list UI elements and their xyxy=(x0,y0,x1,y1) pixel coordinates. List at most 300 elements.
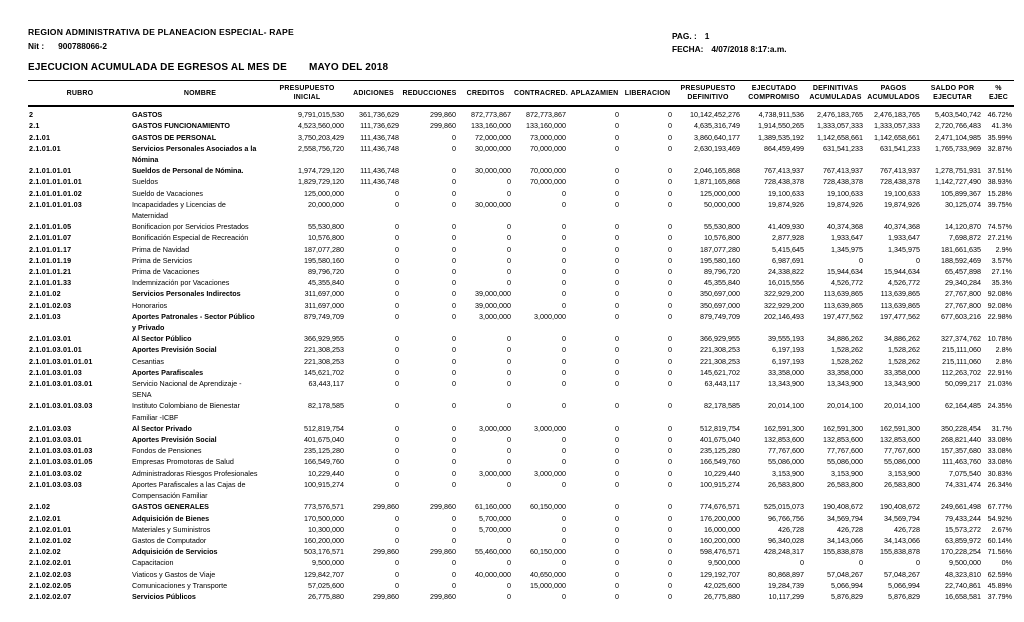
value-cell: 1,142,727,490 xyxy=(935,177,981,187)
value-cell: 1,933,647 xyxy=(888,233,920,243)
value-cell: 0 xyxy=(395,569,399,579)
value-cell: 0 xyxy=(507,457,511,467)
value-cell: 129,192,707 xyxy=(700,569,740,579)
nombre-cell: Empresas Promotoras de Salud xyxy=(132,457,234,467)
value-cell: 112,263,702 xyxy=(941,367,981,377)
value-cell: 19,100,633 xyxy=(768,188,804,198)
table-row xyxy=(28,501,1014,512)
value-cell: 0 xyxy=(562,379,566,389)
nombre-cell: GASTOS GENERALES xyxy=(132,502,209,512)
value-cell: 50,000,000 xyxy=(704,199,740,209)
value-cell: 0 xyxy=(562,446,566,456)
table-row xyxy=(28,468,1014,479)
value-cell: 0 xyxy=(395,435,399,445)
value-cell: 162,591,300 xyxy=(764,423,804,433)
value-cell: 0 xyxy=(395,300,399,310)
value-cell: 1,333,057,333 xyxy=(874,121,920,131)
nombre-cell: Incapacidades y Licencias de Maternidad xyxy=(132,199,226,221)
value-cell: 20,000,000 xyxy=(308,199,344,209)
value-cell: 19,874,926 xyxy=(884,199,920,209)
value-cell: 0 xyxy=(859,255,863,265)
value-cell: 111,436,748 xyxy=(360,143,399,153)
value-cell: 60,150,000 xyxy=(530,502,566,512)
value-cell: 105,899,367 xyxy=(941,188,981,198)
nombre-cell: Al Sector Público xyxy=(132,334,192,344)
value-cell: 0 xyxy=(615,591,619,601)
value-cell: 113,639,865 xyxy=(880,289,920,299)
value-cell: 0 xyxy=(668,121,672,131)
rubro-cell: 2.1.01.01 xyxy=(29,143,61,153)
value-cell: 92.08% xyxy=(987,300,1012,310)
rubro-cell: 2.1.01.03.01.01.01 xyxy=(29,356,93,366)
value-cell: 0 xyxy=(395,311,399,321)
value-cell: 366,929,955 xyxy=(304,334,344,344)
value-cell: 188,592,469 xyxy=(941,255,981,265)
rubro-cell: 2 xyxy=(29,110,34,120)
table-row xyxy=(28,378,1014,400)
value-cell: 1,914,550,265 xyxy=(758,121,804,131)
value-cell: 129,842,707 xyxy=(304,569,344,579)
nombre-cell: Aportes Patronales - Sector Público y Privado xyxy=(132,311,255,333)
value-cell: 0 xyxy=(507,188,511,198)
value-cell: 0 xyxy=(395,188,399,198)
value-cell: 132,853,600 xyxy=(880,435,920,445)
value-cell: 0 xyxy=(395,524,399,534)
value-cell: 0 xyxy=(507,446,511,456)
column-header: SALDO POR EJECUTAR xyxy=(922,81,983,107)
table-row xyxy=(28,199,1014,221)
page-label: PAG. : xyxy=(672,31,697,41)
value-cell: 45,355,840 xyxy=(704,278,740,288)
value-cell: 0 xyxy=(395,446,399,456)
value-cell: 2,630,193,469 xyxy=(694,143,740,153)
value-cell: 77,767,600 xyxy=(768,446,804,456)
value-cell: 327,374,762 xyxy=(941,334,981,344)
value-cell: 15,573,272 xyxy=(945,524,981,534)
value-cell: 0 xyxy=(668,401,672,411)
nombre-cell: Capacitacion xyxy=(132,558,174,568)
value-cell: 113,639,865 xyxy=(880,300,920,310)
value-cell: 39.75% xyxy=(987,199,1012,209)
value-cell: 0 xyxy=(562,435,566,445)
value-cell: 0 xyxy=(507,278,511,288)
rubro-cell: 2.1.01.03.03.02 xyxy=(29,468,82,478)
value-cell: 13,343,900 xyxy=(884,379,920,389)
value-cell: 2,720,766,483 xyxy=(935,121,981,131)
value-cell: 39,000,000 xyxy=(475,300,511,310)
value-cell: 2,558,756,720 xyxy=(298,143,344,153)
value-cell: 0 xyxy=(668,110,672,120)
value-cell: 61,160,000 xyxy=(475,502,511,512)
value-cell: 0 xyxy=(562,524,566,534)
value-cell: 0 xyxy=(562,300,566,310)
value-cell: 0 xyxy=(668,311,672,321)
value-cell: 7,075,540 xyxy=(949,468,981,478)
value-cell: 6,197,193 xyxy=(772,345,804,355)
value-cell: 0% xyxy=(1001,558,1012,568)
nombre-cell: Prima de Servicios xyxy=(132,255,192,265)
date-label: FECHA: xyxy=(672,44,704,54)
nombre-cell: Prima de Navidad xyxy=(132,244,190,254)
value-cell: 33.08% xyxy=(987,435,1012,445)
value-cell: 767,413,937 xyxy=(823,166,863,176)
value-cell: 299,860 xyxy=(373,502,399,512)
value-cell: 5,066,994 xyxy=(831,580,863,590)
value-cell: 3,000,000 xyxy=(479,311,511,321)
value-cell: 31.7% xyxy=(991,423,1012,433)
value-cell: 0 xyxy=(507,591,511,601)
value-cell: 34,886,262 xyxy=(884,334,920,344)
value-cell: 0 xyxy=(668,580,672,590)
nombre-cell: Al Sector Privado xyxy=(132,423,192,433)
value-cell: 19,874,926 xyxy=(768,199,804,209)
value-cell: 0 xyxy=(668,479,672,489)
value-cell: 0 xyxy=(615,233,619,243)
value-cell: 67.77% xyxy=(987,502,1012,512)
rubro-cell: 2.1.01.01.01 xyxy=(29,166,72,176)
value-cell: 3.57% xyxy=(991,255,1012,265)
value-cell: 19,874,926 xyxy=(827,199,863,209)
value-cell: 0 xyxy=(668,334,672,344)
value-cell: 145,621,702 xyxy=(304,367,344,377)
value-cell: 73,000,000 xyxy=(530,132,566,142)
nombre-cell: GASTOS FUNCIONAMIENTO xyxy=(132,121,230,131)
value-cell: 426,728 xyxy=(778,524,804,534)
value-cell: 872,773,867 xyxy=(471,110,511,120)
value-cell: 3,000,000 xyxy=(534,468,566,478)
value-cell: 0 xyxy=(668,446,672,456)
value-cell: 2.9% xyxy=(995,244,1012,254)
value-cell: 16,015,556 xyxy=(768,278,804,288)
value-cell: 0 xyxy=(615,255,619,265)
value-cell: 0 xyxy=(615,401,619,411)
value-cell: 155,838,878 xyxy=(880,547,920,557)
page-title-left: EJECUCION ACUMULADA DE EGRESOS AL MES DE xyxy=(28,62,287,73)
value-cell: 26,583,800 xyxy=(827,479,863,489)
value-cell: 40,374,368 xyxy=(827,222,863,232)
value-cell: 10,117,299 xyxy=(768,591,804,601)
column-header: PAGOS ACUMULADOS xyxy=(865,81,922,107)
value-cell: 111,463,760 xyxy=(942,457,981,467)
value-cell: 0 xyxy=(452,356,456,366)
value-cell: 311,697,000 xyxy=(304,289,344,299)
value-cell: 96,766,756 xyxy=(768,513,804,523)
value-cell: 162,591,300 xyxy=(880,423,920,433)
nombre-cell: Servicio Nacional de Aprendizaje -SENA xyxy=(132,379,242,400)
value-cell: 71.56% xyxy=(987,547,1012,557)
value-cell: 0 xyxy=(562,367,566,377)
value-cell: 22,740,861 xyxy=(945,580,981,590)
nombre-cell: Servicios Personales Asociados a la Nómina xyxy=(132,143,257,164)
value-cell: 55,530,800 xyxy=(704,222,740,232)
value-cell: 0 xyxy=(668,143,672,153)
value-cell: 195,580,160 xyxy=(700,255,740,265)
value-cell: 0 xyxy=(507,535,511,545)
value-cell: 74.57% xyxy=(987,222,1012,232)
value-cell: 96,340,028 xyxy=(768,535,804,545)
value-cell: 57,025,600 xyxy=(308,580,344,590)
value-cell: 0 xyxy=(668,255,672,265)
org-name: REGION ADMINISTRATIVA DE PLANEACION ESPECIAL- RAPE xyxy=(28,27,294,37)
value-cell: 0 xyxy=(615,345,619,355)
value-cell: 63,443,117 xyxy=(704,379,740,389)
value-cell: 0 xyxy=(615,132,619,142)
value-cell: 0 xyxy=(615,524,619,534)
value-cell: 26,583,800 xyxy=(768,479,804,489)
value-cell: 0 xyxy=(452,569,456,579)
value-cell: 631,541,233 xyxy=(880,143,920,153)
value-cell: 82,178,585 xyxy=(308,401,344,411)
value-cell: 16,658,581 xyxy=(945,591,981,601)
value-cell: 2.8% xyxy=(995,345,1012,355)
value-cell: 0 xyxy=(452,345,456,355)
value-cell: 0 xyxy=(615,502,619,512)
nombre-cell: Aportes Parafiscales xyxy=(132,367,204,377)
value-cell: 0 xyxy=(507,255,511,265)
value-cell: 0 xyxy=(668,278,672,288)
value-cell: 60,150,000 xyxy=(530,547,566,557)
value-cell: 249,661,498 xyxy=(941,502,981,512)
value-cell: 1,142,658,661 xyxy=(874,132,920,142)
value-cell: 0 xyxy=(916,558,920,568)
value-cell: 10,229,440 xyxy=(704,468,740,478)
value-cell: 13,343,900 xyxy=(827,379,863,389)
value-cell: 0 xyxy=(668,177,672,187)
value-cell: 45.89% xyxy=(987,580,1012,590)
value-cell: 63,443,117 xyxy=(308,379,344,389)
rubro-cell: 2.1.01.02.03 xyxy=(29,300,72,310)
nit-line xyxy=(28,40,1018,53)
table-row xyxy=(28,580,1014,591)
value-cell: 33,358,000 xyxy=(884,367,920,377)
value-cell: 0 xyxy=(615,547,619,557)
value-cell: 0 xyxy=(615,535,619,545)
value-cell: 0 xyxy=(507,244,511,254)
value-cell: 1,333,057,333 xyxy=(817,121,863,131)
value-cell: 0 xyxy=(452,580,456,590)
value-cell: 3,153,900 xyxy=(772,468,804,478)
value-cell: 187,077,280 xyxy=(700,244,740,254)
table-row xyxy=(28,557,1014,568)
rubro-cell: 2.1.02.02.01 xyxy=(29,558,72,568)
value-cell: 30,000,000 xyxy=(475,143,511,153)
value-cell: 0 xyxy=(507,435,511,445)
value-cell: 0 xyxy=(562,199,566,209)
value-cell: 15,000,000 xyxy=(530,580,566,590)
column-header: DEFINITIVAS ACUMULADAS xyxy=(806,81,865,107)
table-row xyxy=(28,367,1014,378)
value-cell: 170,228,254 xyxy=(941,547,981,557)
nombre-cell: Sueldo de Vacaciones xyxy=(132,188,203,198)
value-cell: 0 xyxy=(615,435,619,445)
nombre-cell: Administradoras Riesgos Profesionales xyxy=(132,468,258,478)
value-cell: 0 xyxy=(668,244,672,254)
value-cell: 0 xyxy=(452,513,456,523)
value-cell: 1,389,535,192 xyxy=(758,132,804,142)
nombre-cell: Bonificación Especial de Recreación xyxy=(132,233,249,243)
value-cell: 728,438,378 xyxy=(880,177,920,187)
value-cell: 598,476,571 xyxy=(700,547,740,557)
column-header: RUBRO xyxy=(28,81,132,107)
value-cell: 27,767,800 xyxy=(945,300,981,310)
value-cell: 0 xyxy=(395,423,399,433)
rubro-cell: 2.1.02.01.02 xyxy=(29,535,72,545)
value-cell: 864,459,499 xyxy=(764,143,804,153)
value-cell: 366,929,955 xyxy=(700,334,740,344)
value-cell: 26,775,880 xyxy=(704,591,740,601)
value-cell: 0 xyxy=(507,233,511,243)
value-cell: 34,569,794 xyxy=(827,513,863,523)
value-cell: 202,146,493 xyxy=(764,311,804,321)
value-cell: 33.08% xyxy=(987,446,1012,456)
value-cell: 0 xyxy=(615,457,619,467)
value-cell: 176,200,000 xyxy=(700,513,740,523)
nombre-cell: Sueldos de Personal de Nómina. xyxy=(132,166,244,176)
value-cell: 3,000,000 xyxy=(479,468,511,478)
value-cell: 0 xyxy=(615,121,619,131)
value-cell: 20,014,100 xyxy=(768,401,804,411)
value-cell: 215,111,060 xyxy=(942,356,981,366)
value-cell: 0 xyxy=(668,199,672,209)
value-cell: 2,046,165,868 xyxy=(694,166,740,176)
value-cell: 40,000,000 xyxy=(475,569,511,579)
value-cell: 0 xyxy=(562,334,566,344)
value-cell: 77,767,600 xyxy=(827,446,863,456)
rubro-cell: 2.1.01.03.03.01 xyxy=(29,435,82,445)
value-cell: 195,580,160 xyxy=(304,255,344,265)
value-cell: 3,000,000 xyxy=(479,423,511,433)
rubro-cell: 2.1.01.03.01.03 xyxy=(29,367,82,377)
value-cell: 0 xyxy=(615,580,619,590)
value-cell: 57,048,267 xyxy=(884,569,920,579)
value-cell: 5,066,994 xyxy=(888,580,920,590)
value-cell: 46.72% xyxy=(987,110,1012,120)
rubro-cell: 2.1.02.02 xyxy=(29,547,61,557)
value-cell: 0 xyxy=(562,267,566,277)
value-cell: 0 xyxy=(615,110,619,120)
value-cell: 10,576,800 xyxy=(704,233,740,243)
value-cell: 0 xyxy=(615,289,619,299)
value-cell: 0 xyxy=(562,289,566,299)
value-cell: 631,541,233 xyxy=(823,143,863,153)
value-cell: 133,160,000 xyxy=(471,121,511,131)
value-cell: 872,773,867 xyxy=(526,110,566,120)
value-cell: 197,477,562 xyxy=(880,311,920,321)
value-cell: 0 xyxy=(452,166,456,176)
value-cell: 0 xyxy=(562,244,566,254)
rubro-cell: 2.1.01.01.05 xyxy=(29,222,72,232)
value-cell: 0 xyxy=(668,524,672,534)
nombre-cell: Servicios Personales Indirectos xyxy=(132,289,241,299)
value-cell: 0 xyxy=(452,379,456,389)
rubro-cell: 2.1.01.01.01.03 xyxy=(29,199,82,209)
value-cell: 80,868,897 xyxy=(768,569,804,579)
nombre-cell: GASTOS xyxy=(132,110,163,120)
value-cell: 15,944,634 xyxy=(884,267,920,277)
value-cell: 30,000,000 xyxy=(475,166,511,176)
rubro-cell: 2.1.01.02 xyxy=(29,289,61,299)
value-cell: 3,860,640,177 xyxy=(694,132,740,142)
value-cell: 38.93% xyxy=(987,177,1012,187)
value-cell: 0 xyxy=(615,244,619,254)
value-cell: 39,555,193 xyxy=(768,334,804,344)
value-cell: 62,164,485 xyxy=(945,401,981,411)
value-cell: 0 xyxy=(452,468,456,478)
table-row xyxy=(28,479,1014,501)
value-cell: 0 xyxy=(668,166,672,176)
value-cell: 0 xyxy=(507,222,511,232)
value-cell: 0 xyxy=(668,188,672,198)
table-row xyxy=(28,165,1014,176)
table-row xyxy=(28,333,1014,344)
rubro-cell: 2.1 xyxy=(29,121,40,131)
table-row xyxy=(28,400,1014,422)
value-cell: 0 xyxy=(395,334,399,344)
table-row xyxy=(28,255,1014,266)
column-header: EJECUTADO COMPROMISO xyxy=(742,81,806,107)
value-cell: 29,340,284 xyxy=(945,278,981,288)
value-cell: 0 xyxy=(395,199,399,209)
value-cell: 0 xyxy=(507,401,511,411)
value-cell: 0 xyxy=(562,255,566,265)
value-cell: 15,944,634 xyxy=(827,267,863,277)
value-cell: 34,143,066 xyxy=(884,535,920,545)
value-cell: 322,929,200 xyxy=(764,289,804,299)
value-cell: 2.67% xyxy=(991,524,1012,534)
value-cell: 0 xyxy=(452,278,456,288)
rubro-cell: 2.1.01.03.01.01 xyxy=(29,345,82,355)
value-cell: 0 xyxy=(668,423,672,433)
value-cell: 0 xyxy=(615,143,619,153)
value-cell: 34,886,262 xyxy=(827,334,863,344)
value-cell: 774,676,571 xyxy=(700,502,740,512)
value-cell: 0 xyxy=(615,558,619,568)
value-cell: 299,860 xyxy=(430,121,456,131)
value-cell: 0 xyxy=(668,379,672,389)
value-cell: 235,125,280 xyxy=(304,446,344,456)
value-cell: 1,345,975 xyxy=(888,244,920,254)
value-cell: 0 xyxy=(507,479,511,489)
value-cell: 0 xyxy=(395,244,399,254)
value-cell: 145,621,702 xyxy=(700,367,740,377)
table-row xyxy=(28,266,1014,277)
value-cell: 37.51% xyxy=(987,166,1012,176)
value-cell: 0 xyxy=(668,513,672,523)
column-header: % EJEC xyxy=(983,81,1014,107)
value-cell: 0 xyxy=(452,222,456,232)
table-row xyxy=(28,120,1014,131)
value-cell: 70,000,000 xyxy=(530,166,566,176)
nombre-cell: Prima de Vacaciones xyxy=(132,267,200,277)
value-cell: 1,528,262 xyxy=(831,345,863,355)
table-row xyxy=(28,546,1014,557)
table-row xyxy=(28,513,1014,524)
nombre-cell: Comunicaciones y Transporte xyxy=(132,580,228,590)
value-cell: 235,125,280 xyxy=(700,446,740,456)
table-row xyxy=(28,456,1014,467)
value-cell: 0 xyxy=(395,513,399,523)
value-cell: 0 xyxy=(452,177,456,187)
value-cell: 20,014,100 xyxy=(827,401,863,411)
value-cell: 30,125,074 xyxy=(945,199,981,209)
table-row xyxy=(28,344,1014,355)
column-header: NOMBRE xyxy=(132,81,268,107)
nombre-cell: Indemnización por Vacaciones xyxy=(132,278,230,288)
value-cell: 728,438,378 xyxy=(764,177,804,187)
value-cell: 0 xyxy=(452,199,456,209)
column-header: REDUCCIONES xyxy=(401,81,458,107)
value-cell: 0 xyxy=(562,233,566,243)
